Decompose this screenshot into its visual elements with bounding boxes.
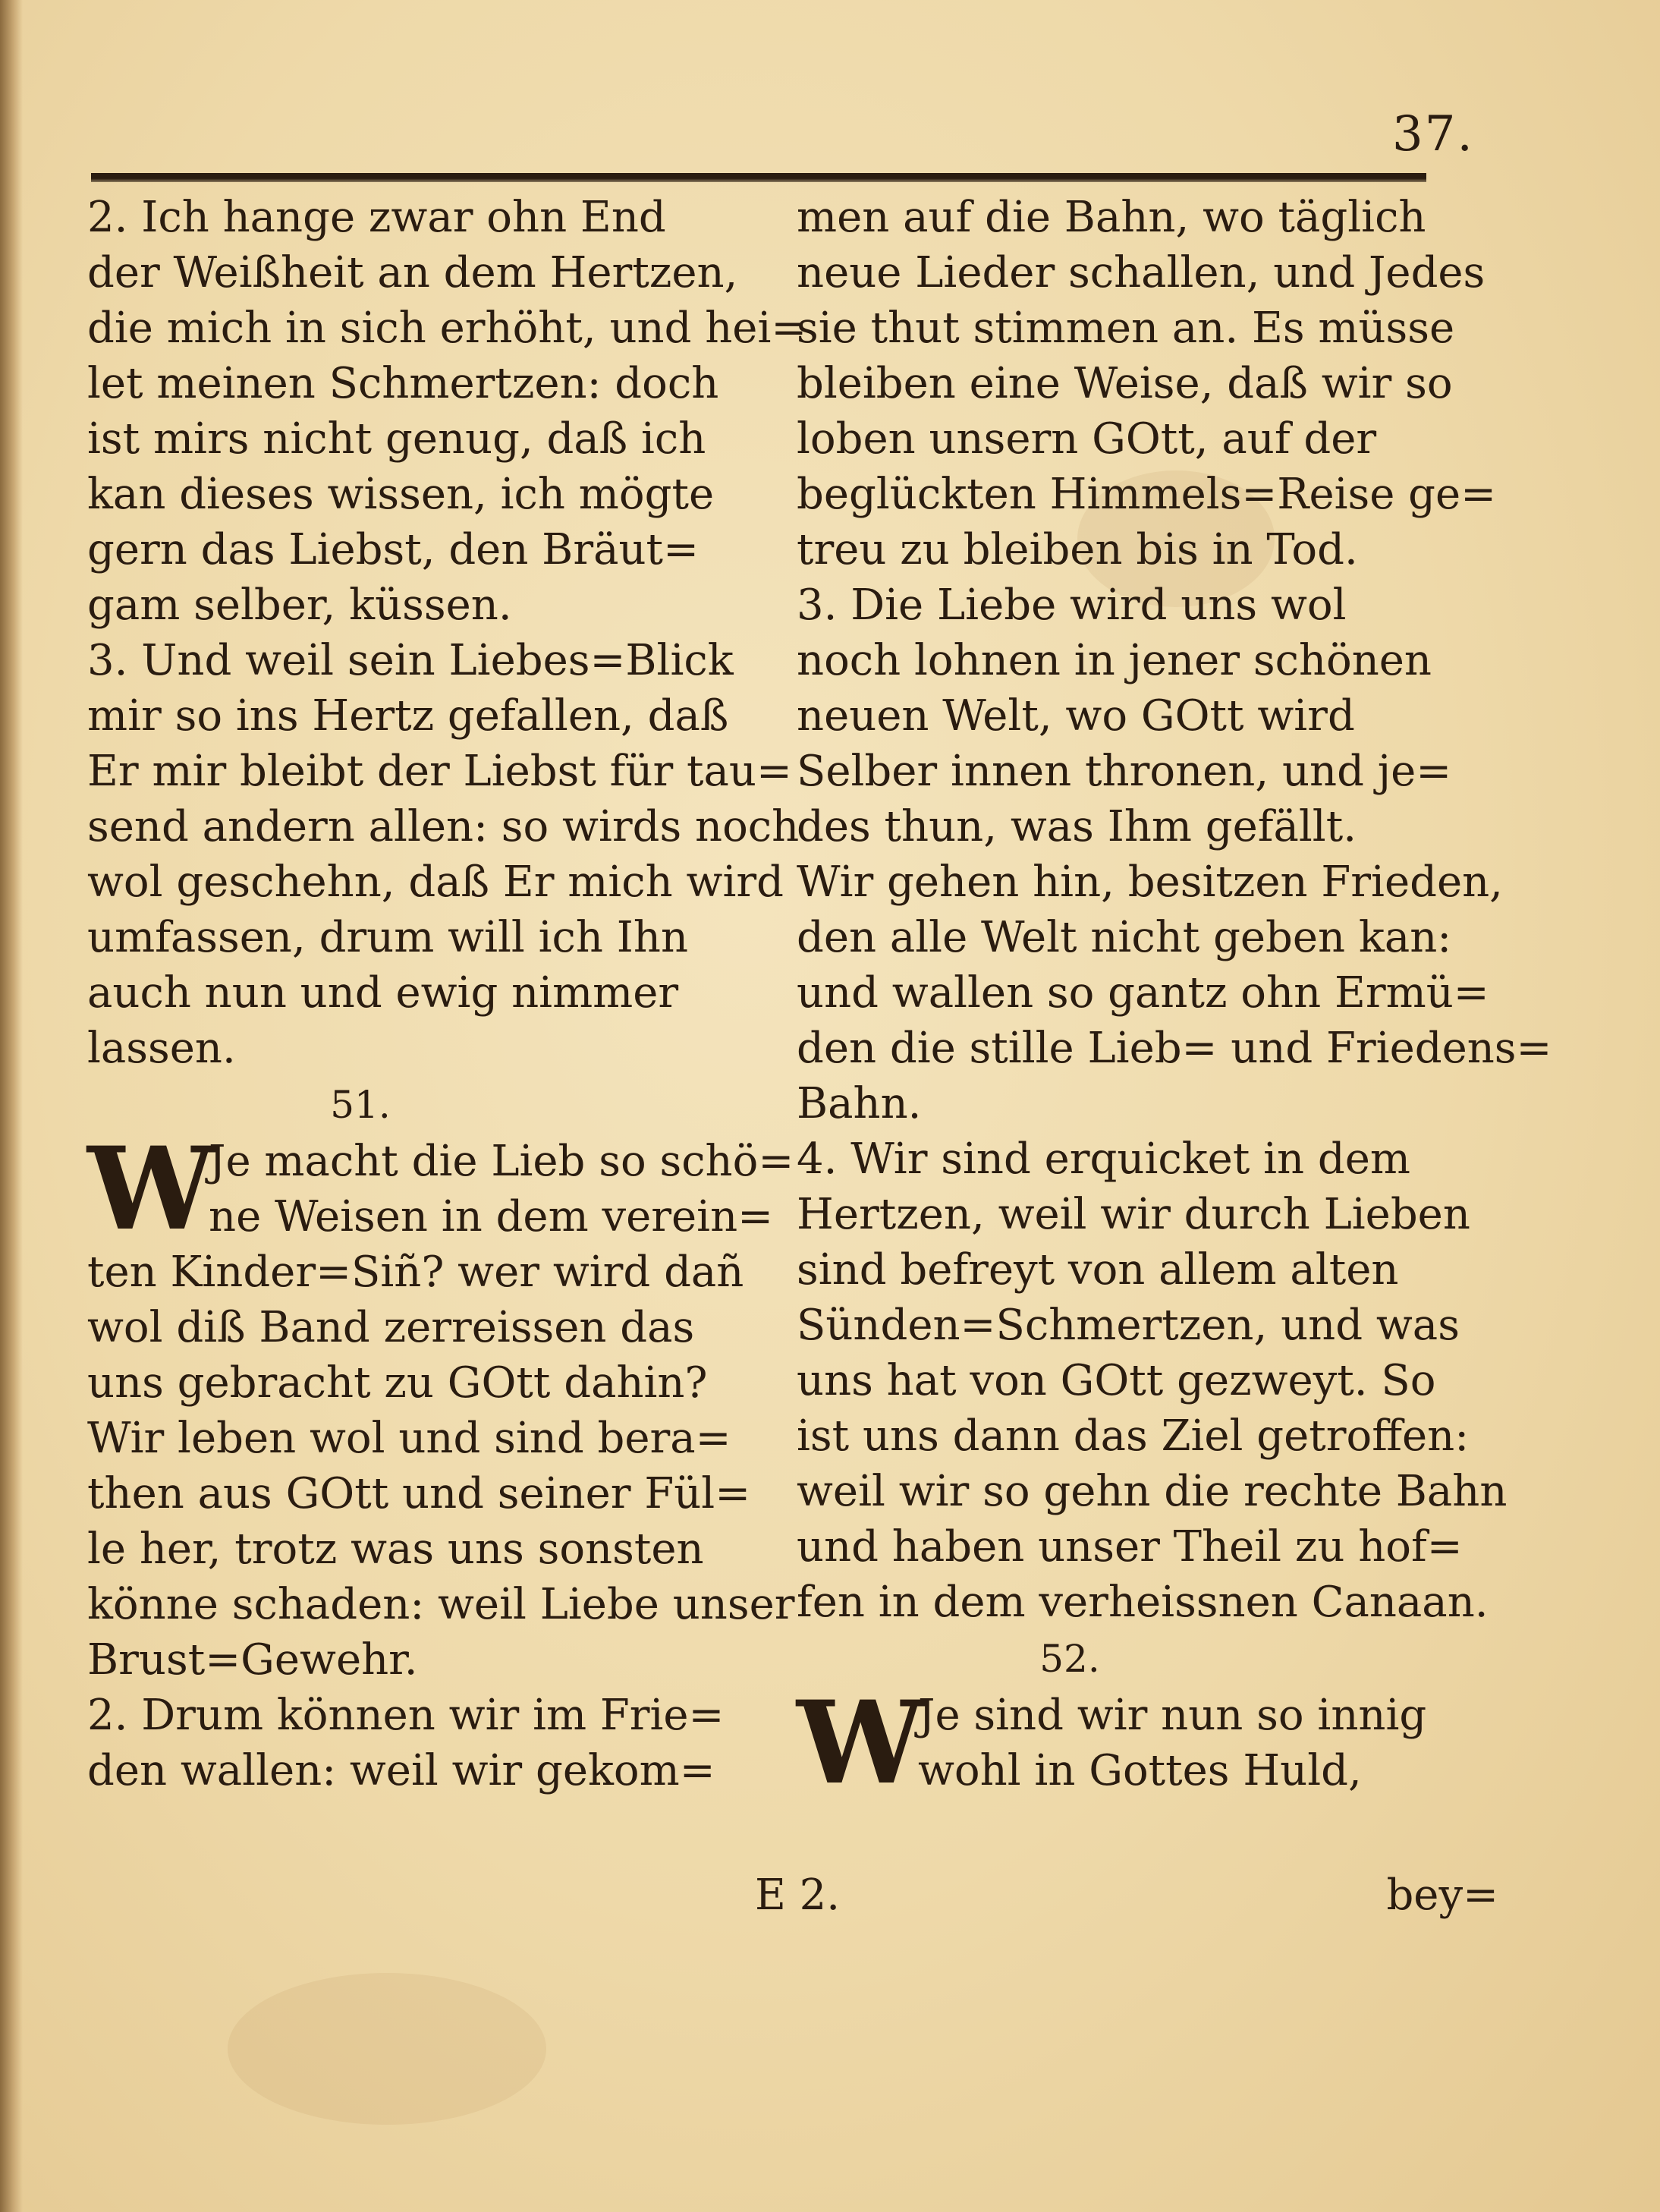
text-line: und wallen so gantz ohn Ermü= bbox=[797, 968, 1489, 1018]
text-line: Wir leben wol und sind bera= bbox=[87, 1414, 731, 1463]
text-line: loben unsern GOtt, auf der bbox=[797, 414, 1377, 464]
hymn-52 bbox=[797, 1630, 1479, 1810]
paper-stain bbox=[228, 1973, 546, 2125]
text-line: beglückten Himmels=Reise ge= bbox=[797, 470, 1497, 519]
drop-cap: W bbox=[797, 1676, 925, 1810]
text-line: den wallen: weil wir gekom= bbox=[87, 1746, 715, 1795]
text-line: Brust=Gewehr. bbox=[87, 1635, 418, 1685]
text-line: auch nun und ewig nimmer bbox=[87, 968, 679, 1018]
text-line: bleiben eine Weise, daß wir so bbox=[797, 359, 1453, 408]
text-line: ne Weisen in dem verein= bbox=[209, 1192, 774, 1241]
catchword: bey= bbox=[1386, 1871, 1498, 1920]
text-line: fen in dem verheissnen Canaan. bbox=[797, 1578, 1489, 1627]
book-binding-shadow bbox=[0, 0, 23, 2212]
text-line: könne schaden: weil Liebe unser bbox=[87, 1580, 795, 1629]
stanza-2-continuation bbox=[797, 190, 1497, 577]
stanza-3 bbox=[87, 633, 800, 1076]
text-line: weil wir so gehn die rechte Bahn bbox=[797, 1467, 1508, 1516]
text-line: mir so ins Hertz gefallen, daß bbox=[87, 691, 729, 741]
text-line: sind befreyt von allem alten bbox=[797, 1245, 1399, 1295]
hymn-52-opening bbox=[797, 1676, 1479, 1810]
text-line: wol diß Band zerreissen das bbox=[87, 1303, 695, 1352]
text-line: wohl in Gottes Huld, bbox=[918, 1746, 1362, 1795]
text-line: umfassen, drum will ich Ihn bbox=[87, 913, 689, 962]
text-line: Je sind wir nun so innig bbox=[918, 1691, 1427, 1740]
text-line: then aus GOtt und seiner Fül= bbox=[87, 1469, 751, 1518]
drop-cap: W bbox=[87, 1122, 215, 1256]
text-line: Sünden=Schmertzen, und was bbox=[797, 1301, 1460, 1350]
text-line: und haben unser Theil zu hof= bbox=[797, 1522, 1463, 1572]
text-line: neue Lieder schallen, und Jedes bbox=[797, 248, 1486, 297]
text-line: Wir gehen hin, besitzen Frieden, bbox=[797, 857, 1503, 907]
text-line: gern das Liebst, den Bräut= bbox=[87, 525, 699, 574]
text-line: noch lohnen in jener schönen bbox=[797, 636, 1432, 685]
text-line: 3. Und weil sein Liebes=Blick bbox=[87, 636, 734, 685]
hymn-number: 52. bbox=[1039, 1637, 1100, 1681]
text-line: 2. Drum können wir im Frie= bbox=[87, 1691, 725, 1740]
text-line: den alle Welt nicht geben kan: bbox=[797, 913, 1452, 962]
text-line: 3. Die Liebe wird uns wol bbox=[797, 581, 1347, 630]
text-line: 4. Wir sind erquicket in dem bbox=[797, 1134, 1410, 1184]
text-line: le her, trotz was uns sonsten bbox=[87, 1524, 704, 1574]
header-rule bbox=[91, 173, 1426, 182]
text-line: Je macht die Lieb so schö= bbox=[209, 1137, 794, 1186]
text-line: Bahn. bbox=[797, 1079, 922, 1128]
stanza-3 bbox=[797, 577, 1552, 1131]
text-line: uns hat von GOtt gezweyt. So bbox=[797, 1356, 1436, 1405]
hymn-number: 51. bbox=[330, 1083, 391, 1127]
text-line: send andern allen: so wirds noch bbox=[87, 802, 800, 851]
page-number: 37. bbox=[1392, 106, 1474, 162]
text-line: des thun, was Ihm gefällt. bbox=[797, 802, 1357, 851]
text-line: neuen Welt, wo GOtt wird bbox=[797, 691, 1355, 741]
text-line: 2. Ich hange zwar ohn End bbox=[87, 193, 666, 242]
signature-mark: E 2. bbox=[755, 1871, 841, 1920]
text-line: ist uns dann das Ziel getroffen: bbox=[797, 1411, 1470, 1461]
stanza-4 bbox=[797, 1131, 1508, 1630]
left-column bbox=[87, 190, 807, 1798]
text-line: der Weißheit an dem Hertzen, bbox=[87, 248, 738, 297]
text-line: ist mirs nicht genug, daß ich bbox=[87, 414, 706, 464]
text-line: sie thut stimmen an. Es müsse bbox=[797, 304, 1455, 353]
text-line: den die stille Lieb= und Friedens= bbox=[797, 1024, 1552, 1073]
text-line: ten Kinder=Siñ? wer wird dañ bbox=[87, 1248, 744, 1297]
text-line: lassen. bbox=[87, 1024, 236, 1073]
text-line: let meinen Schmertzen: doch bbox=[87, 359, 719, 408]
right-column bbox=[797, 190, 1552, 1810]
text-line: Hertzen, weil wir durch Lieben bbox=[797, 1190, 1470, 1239]
text-line: die mich in sich erhöht, und hei= bbox=[87, 304, 807, 353]
hymn-51 bbox=[87, 1076, 795, 1798]
text-line: Selber innen thronen, und je= bbox=[797, 747, 1452, 796]
text-line: kan dieses wissen, ich mögte bbox=[87, 470, 715, 519]
text-line: Er mir bleibt der Liebst für tau= bbox=[87, 747, 792, 796]
text-line: wol geschehn, daß Er mich wird bbox=[87, 857, 784, 907]
text-line: men auf die Bahn, wo täglich bbox=[797, 193, 1426, 242]
hymn-51-opening bbox=[87, 1122, 794, 1256]
page-footer bbox=[87, 1865, 1498, 1926]
stanza-2 bbox=[87, 190, 807, 633]
text-line: uns gebracht zu GOtt dahin? bbox=[87, 1358, 708, 1408]
text-line: treu zu bleiben bis in Tod. bbox=[797, 525, 1358, 574]
text-line: gam selber, küssen. bbox=[87, 581, 512, 630]
